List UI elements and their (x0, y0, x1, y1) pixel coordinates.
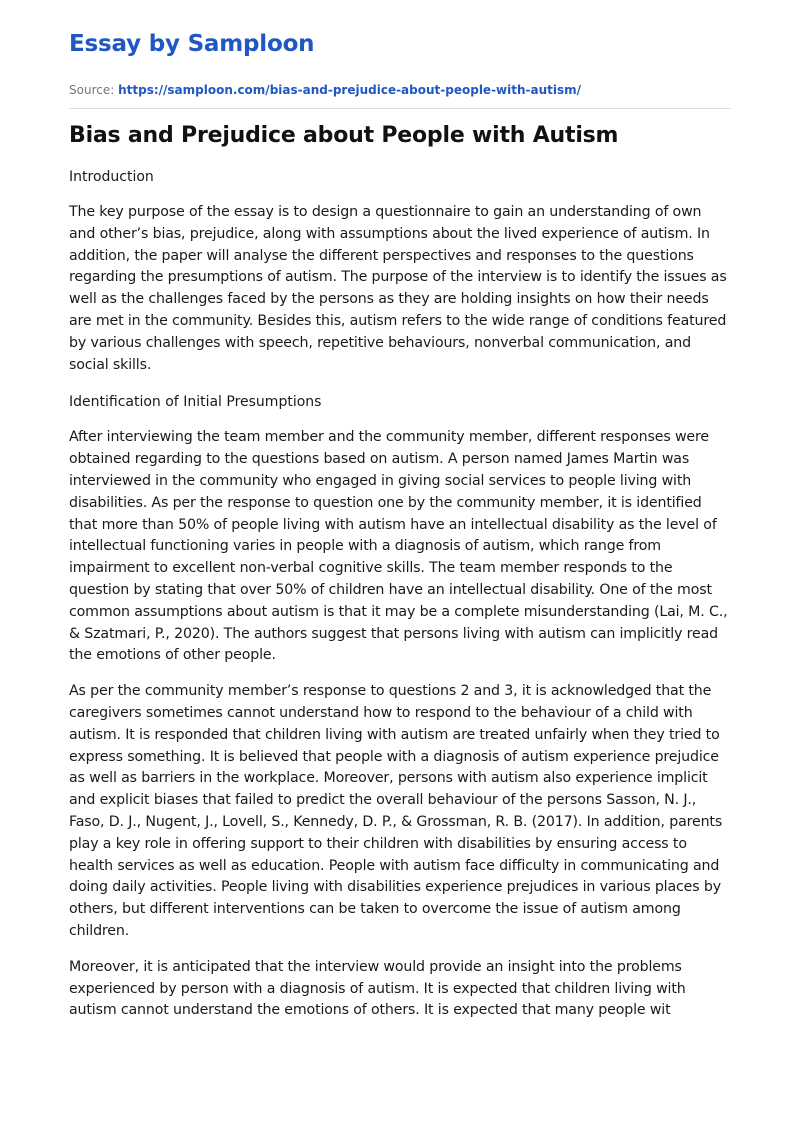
paragraph-presumptions-2: As per the community member’s response to questions 2 and 3, it is acknowledged that the caregivers sometimes cannot understand how to respond to the behaviour of a child with autism. It is responded that children living with autism are treated unfairly when they tried to express something. It is believed that people with a diagnosis of autism experience prejudice as well as barriers in the workplace. Moreover, persons with autism also experience implicit and explicit biases that failed to predict the overall behaviour of the persons Sasson, N. J., Faso, D. J., Nugent, J., Lovell, S., Kennedy, D. P., & Grossman, R. B. (2017). In addition, parents play a key role in offering support to their children with disabilities by ensuring access to health services as well as education. People with autism face difficulty in communicating and doing daily activities. People living with disabilities experience prejudices in various places by others, but different interventions can be taken to overcome the issue of autism among children. (69, 683, 723, 939)
source-line (69, 82, 731, 98)
paragraph-presumptions-1: After interviewing the team member and the community member, different responses were obtained regarding to the questions based on autism. A person named James Martin was interviewed in the community who engaged in giving social services to people living with disabilities. As per the response to question one by the community member, it is identified that more than 50% of people living with autism have an intellectual disability as the level of intellectual functioning varies in people with a diagnosis of autism, which range from impairment to excellent non-verbal cognitive skills. The team member responds to the question by stating that over 50% of children have an intellectual disability. One of the most common assumptions about autism is that it may be a complete misunderstanding (Lai, M. C., & Szatmari, P., 2020). The authors suggest that persons living with autism can implicitly read the emotions of other people. (69, 429, 728, 664)
brand-title: Essay by Samploon (69, 31, 315, 57)
source-label: Source: (69, 83, 115, 97)
source-link[interactable]: https://samploon.com/bias-and-prejudice-about-people-with-autism/ (118, 83, 582, 97)
header-divider (69, 108, 731, 109)
section-heading-initial-presumptions: Identification of Initial Presumptions (69, 394, 322, 411)
essay-title: Bias and Prejudice about People with Autism (69, 123, 619, 148)
section-heading-introduction: Introduction (69, 169, 154, 185)
paragraph-presumptions-3: Moreover, it is anticipated that the interview would provide an insight into the problems experienced by person with a diagnosis of autism. It is expected that children living with autism cannot understand the emotions of others. It is expected that many people wit (69, 958, 686, 1019)
paragraph-introduction-1: The key purpose of the essay is to design a questionnaire to gain an understanding of own and other’s bias, prejudice, along with assumptions about the lived experience of autism. In addition, the paper will analyse the different perspectives and responses to the questions regarding the presumptions of autism. The purpose of the interview is to identify the issues as well as the challenges faced by the persons as they are holding insights on how their needs are met in the community. Besides this, autism refers to the wide range of conditions featured by various challenges with speech, repetitive behaviours, nonverbal communication, and social skills. (69, 204, 727, 373)
